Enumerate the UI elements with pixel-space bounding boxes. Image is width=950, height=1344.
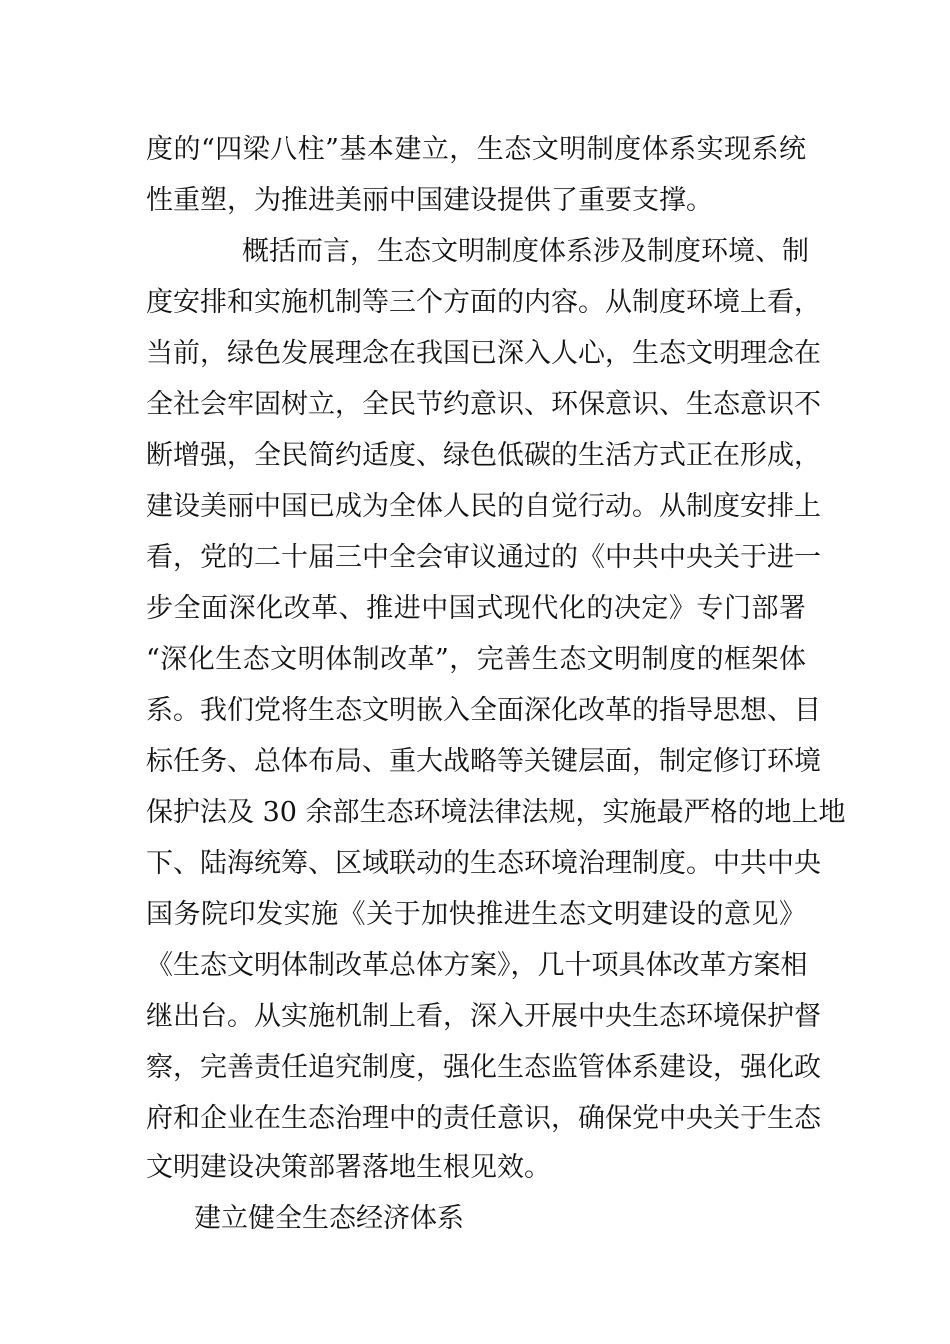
- text-line: 国务院印发实施《关于加快推进生态文明建设的意见》: [146, 899, 806, 930]
- text-line: 度的“四梁八柱”基本建立，生态文明制度体系实现系统: [146, 134, 806, 165]
- text-line: “深化生态文明体制改革”，完善生态文明制度的框架体: [146, 644, 806, 675]
- text-line: 建设美丽中国已成为全体人民的自觉行动。从制度安排上: [146, 491, 821, 522]
- text-line: 继出台。从实施机制上看，深入开展中央生态环境保护督: [146, 1001, 821, 1032]
- text-line: 全社会牢固树立，全民节约意识、环保意识、生态意识不: [146, 389, 821, 420]
- text-line: 性重塑，为推进美丽中国建设提供了重要支撑。: [146, 185, 713, 216]
- text-line: 文明建设决策部署落地生根见效。: [146, 1152, 551, 1183]
- text-line: 步全面深化改革、推进中国式现代化的决定》专门部署: [146, 593, 806, 624]
- text-line: 标任务、总体布局、重大战略等关键层面，制定修订环境: [146, 746, 821, 777]
- text-line: 《生态文明体制改革总体方案》，几十项具体改革方案相: [146, 950, 808, 981]
- text-line: 当前，绿色发展理念在我国已深入人心，生态文明理念在: [146, 338, 821, 369]
- text-line: 察，完善责任追究制度，强化生态监管体系建设，强化政: [146, 1052, 821, 1083]
- text-line: 府和企业在生态治理中的责任意识，确保党中央关于生态: [146, 1103, 821, 1134]
- text-line: 断增强，全民简约适度、绿色低碳的生活方式正在形成，: [146, 440, 821, 471]
- text-line: 度安排和实施机制等三个方面的内容。从制度环境上看，: [146, 287, 821, 318]
- text-line: 保护法及 30 余部生态环境法律法规，实施最严格的地上地: [146, 797, 846, 828]
- text-line: 下、陆海统筹、区域联动的生态环境治理制度。中共中央: [146, 848, 821, 879]
- section-heading: 建立健全生态经济体系: [194, 1203, 464, 1234]
- text-line: 系。我们党将生态文明嵌入全面深化改革的指导思想、目: [146, 695, 821, 726]
- text-line: 看，党的二十届三中全会审议通过的《中共中央关于进一: [146, 542, 821, 573]
- paragraph-first-line: 概括而言，生态文明制度体系涉及制度环境、制: [242, 236, 809, 267]
